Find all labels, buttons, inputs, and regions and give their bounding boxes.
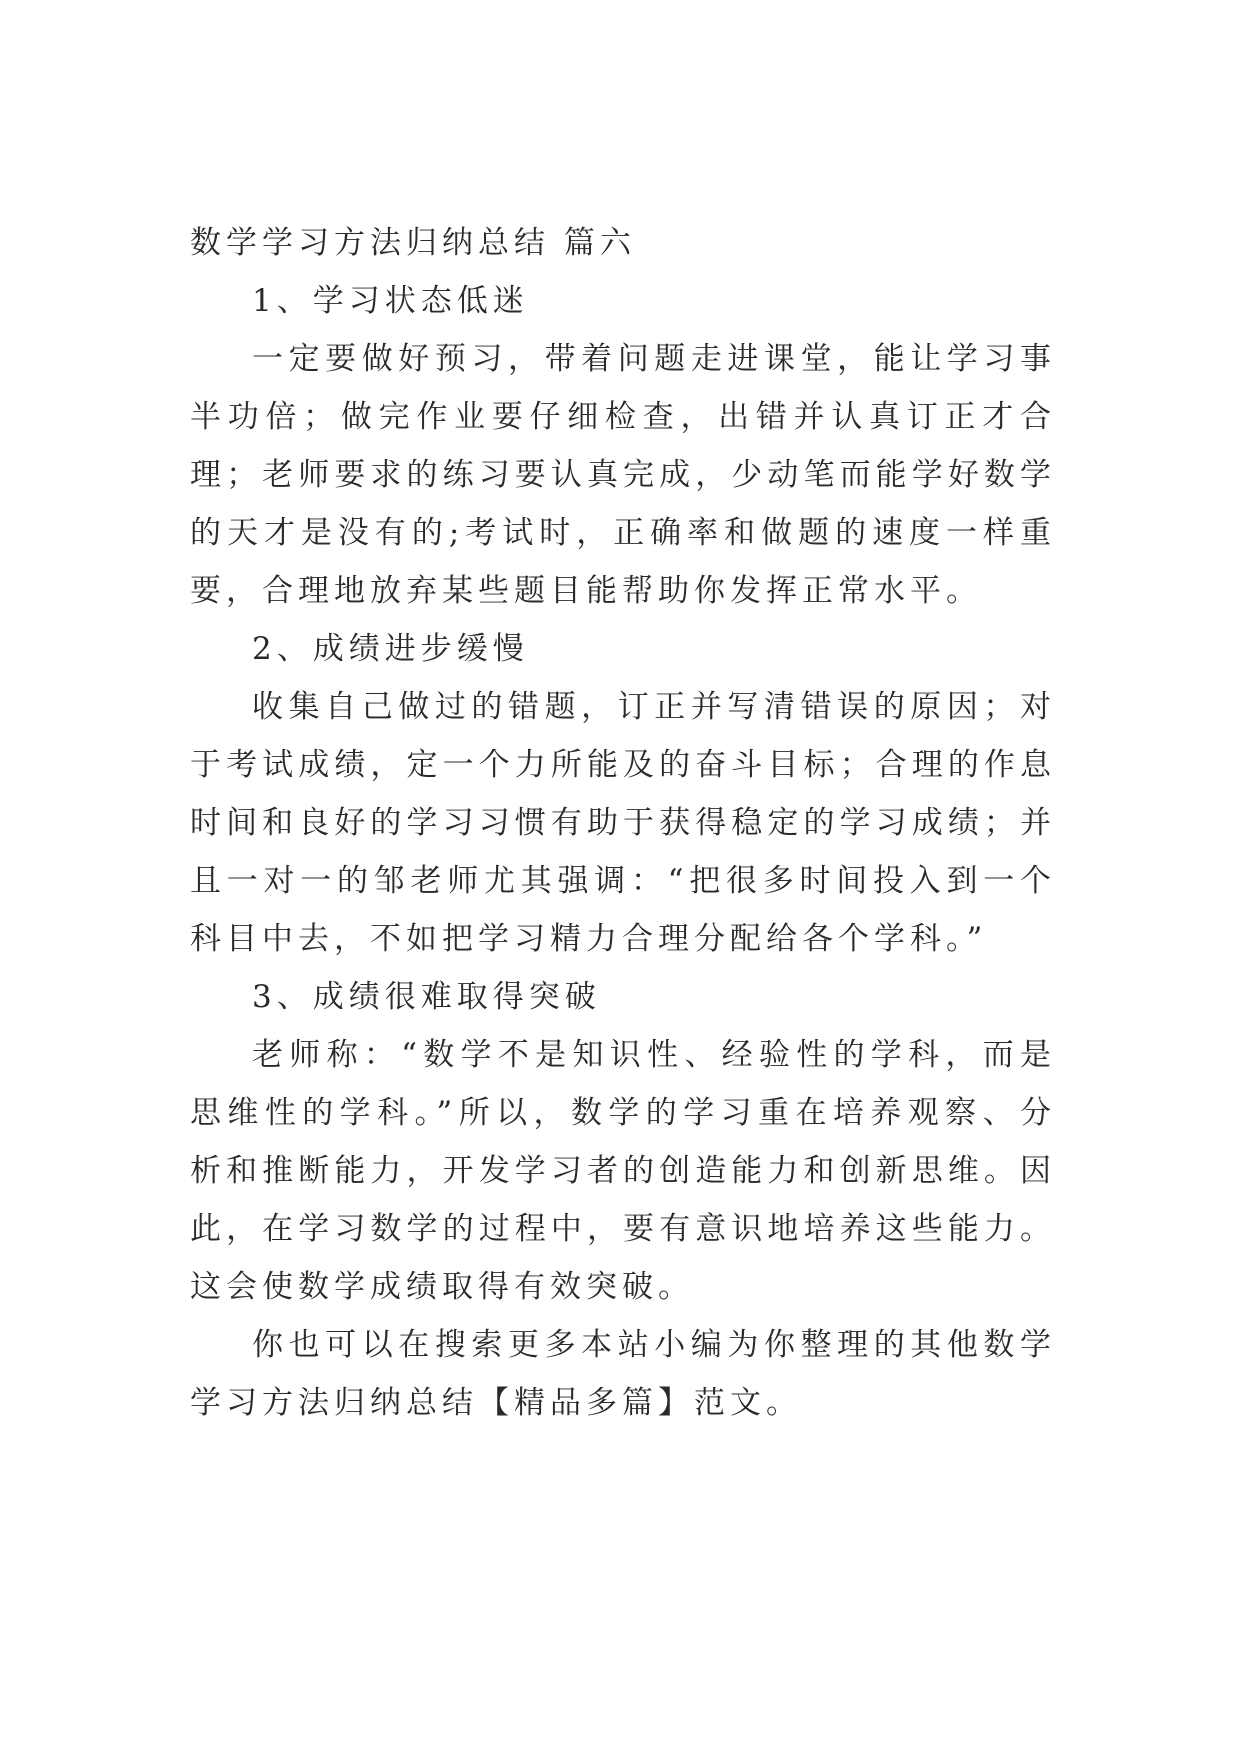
title-suffix: 篇六	[564, 225, 636, 261]
section-paragraph-1: 一定要做好预习，带着问题走进课堂，能让学习事半功倍；做完作业要仔细检查，出错并认真订正才合理；老师要求的练习要认真完成，少动笔而能学好数学的天才是没有的;考试时，正确率和做题的速度一样重要，合理地放弃某些题目能帮助你发挥正常水平。	[190, 341, 1056, 609]
section-heading-3: 3、成绩很难取得突破	[252, 979, 601, 1015]
title-text: 数学学习方法归纳总结	[190, 225, 550, 261]
document-body	[190, 214, 1056, 1432]
section-paragraph-3: 老师称：“数学不是知识性、经验性的学科，而是思维性的学科。”所以，数学的学习重在培养观察、分析和推断能力，开发学习者的创造能力和创新思维。因此，在学习数学的过程中，要有意识地培养这些能力。这会使数学成绩取得有效突破。	[190, 1037, 1056, 1305]
section-heading-2: 2、成绩进步缓慢	[252, 631, 529, 667]
section-heading-1: 1、学习状态低迷	[252, 283, 529, 319]
closing-paragraph: 你也可以在搜索更多本站小编为你整理的其他数学学习方法归纳总结【精品多篇】范文。	[190, 1327, 1056, 1421]
document-title	[190, 214, 1056, 272]
section-paragraph-2: 收集自己做过的错题，订正并写清错误的原因；对于考试成绩，定一个力所能及的奋斗目标；合理的作息时间和良好的学习习惯有助于获得稳定的学习成绩；并且一对一的邹老师尤其强调：“把很多时间投入到一个科目中去，不如把学习精力合理分配给各个学科。”	[190, 689, 1056, 957]
